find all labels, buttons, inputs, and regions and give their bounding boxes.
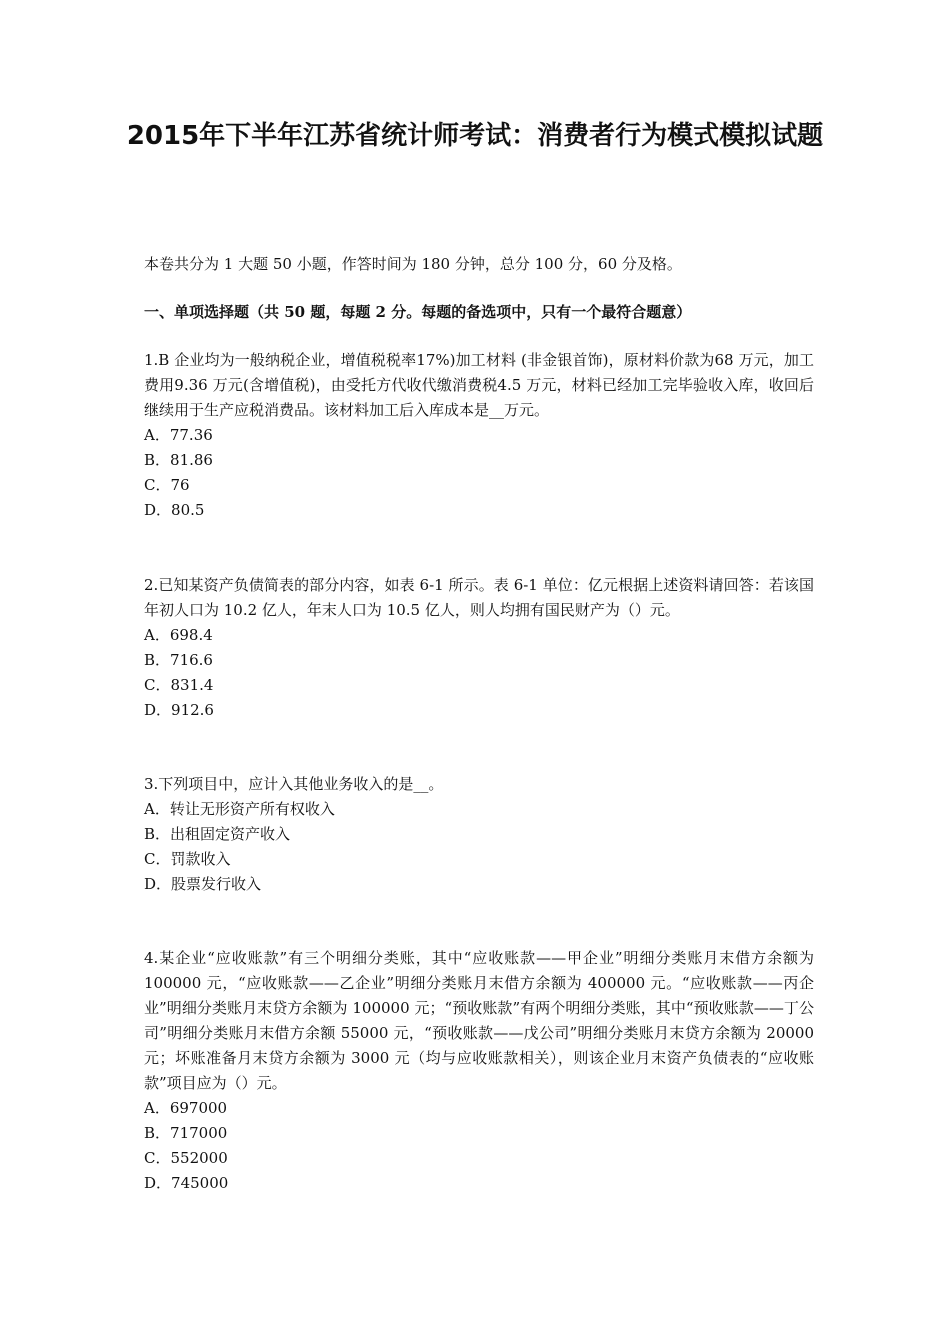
option-a: A．697000 bbox=[144, 1099, 228, 1117]
option-c: C．552000 bbox=[144, 1149, 228, 1167]
question-text: 2.已知某资产负债简表的部分内容，如表 6-1 所示。表 6-1 单位：亿元根据上述资料请回答：若该国年初人口为 10.2 亿人，年末人口为 10.5 亿人，则人均拥有国民财产为（）元。 bbox=[144, 576, 814, 619]
option-d: D．745000 bbox=[144, 1174, 229, 1192]
exam-intro: 本卷共分为 1 大题 50 小题，作答时间为 180 分钟，总分 100 分，60 分及格。 bbox=[144, 255, 682, 273]
option-d: D．股票发行收入 bbox=[144, 875, 262, 893]
question-text: 4.某企业“应收账款”有三个明细分类账，其中“应收账款——甲企业”明细分类账月末借方余额为 100000 元，“应收账款——乙企业”明细分类账月末借方余额为 400000 元。“应收账款——丙企业”明细分类账月末贷方余额为 100000 元；“预收账款”有两个明细分类账，其中“预收账款——丁公司”明细分类账月末借方余额 55000 元，“预收账款——戊公司”明细分类账月末贷方余额为 20000 元；坏账准备月末贷方余额为 3000 元（均与应收账款相关），则该企业月末资产负债表的“应收账款”项目应为（）元。 bbox=[144, 949, 814, 1092]
question-1 bbox=[144, 348, 814, 523]
option-c: C．罚款收入 bbox=[144, 850, 231, 868]
question-text: 3.下列项目中，应计入其他业务收入的是__。 bbox=[144, 775, 444, 793]
question-3 bbox=[144, 772, 814, 897]
option-b: B．出租固定资产收入 bbox=[144, 825, 291, 843]
question-4 bbox=[144, 946, 814, 1196]
option-c: C．831.4 bbox=[144, 676, 214, 694]
section-heading: 一、单项选择题（共 50 题，每题 2 分。每题的备选项中，只有一个最符合题意） bbox=[144, 303, 692, 321]
question-text: 1.B 企业均为一般纳税企业，增值税税率17%)加工材料 (非金银首饰)，原材料价款为68 万元，加工费用9.36 万元(含增值税)，由受托方代收代缴消费税4.5 万元，材料已经加工完毕验收入库，收回后继续用于生产应税消费品。该材料加工后入库成本是__万元。 bbox=[144, 351, 814, 419]
option-b: B．716.6 bbox=[144, 651, 213, 669]
document-title: 2015年下半年江苏省统计师考试：消费者行为模式模拟试题 bbox=[126, 121, 824, 151]
option-d: D．80.5 bbox=[144, 501, 205, 519]
option-c: C．76 bbox=[144, 476, 190, 494]
option-a: A．698.4 bbox=[144, 626, 213, 644]
option-a: A．77.36 bbox=[144, 426, 213, 444]
option-b: B．717000 bbox=[144, 1124, 228, 1142]
option-b: B．81.86 bbox=[144, 451, 213, 469]
option-d: D．912.6 bbox=[144, 701, 214, 719]
option-a: A．转让无形资产所有权收入 bbox=[144, 800, 335, 818]
question-2 bbox=[144, 573, 814, 723]
